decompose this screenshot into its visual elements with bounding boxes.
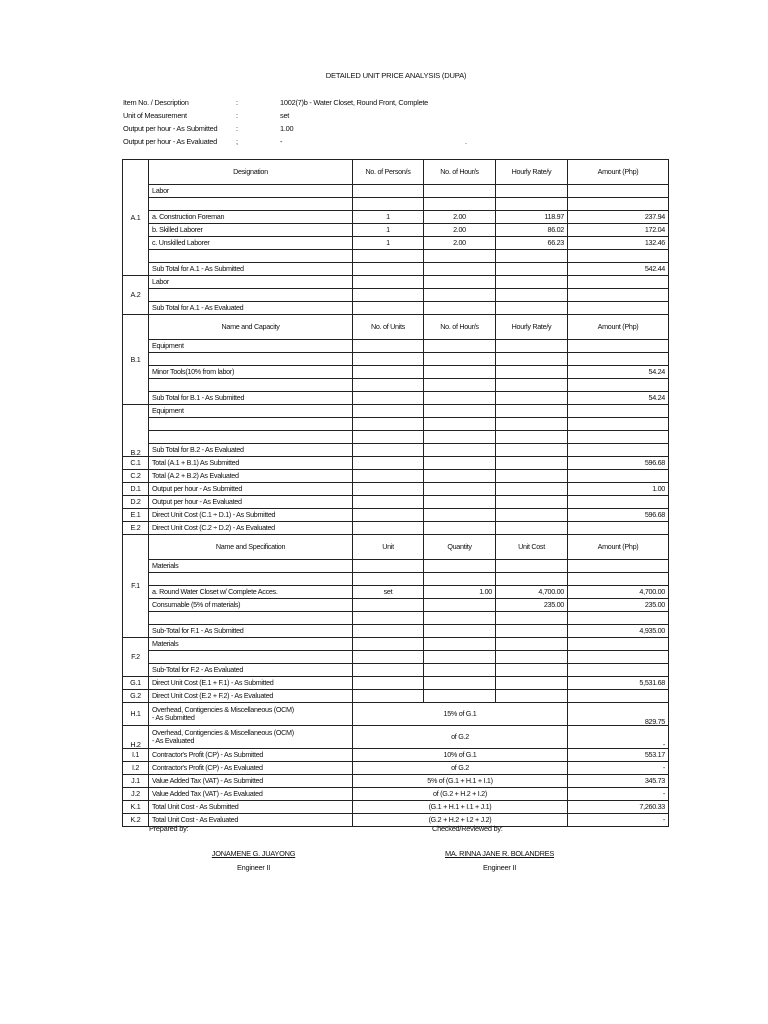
material-cost: 4,700.00 [496,586,568,599]
table-row [123,392,669,405]
checked-by-label: Checked/Reviewed by: [432,824,503,833]
code-k2: K.2 [123,814,149,827]
c2-label: Total (A.2 + B.2) As Evaluated [149,470,353,483]
col-header-rate: Hourly Rate/y [496,315,568,340]
code-b1: B.1 [123,315,149,405]
k1-amount: 7,260.33 [568,801,669,814]
table-row [123,457,669,470]
j1-label: Value Added Tax (VAT) - As Submitted [149,775,353,788]
table-row [123,651,669,664]
table-row [123,276,669,289]
col-header-name-spec: Name and Specification [149,535,353,560]
table-row [123,599,669,612]
col-header-amount: Amount (Php) [568,315,669,340]
labor-name: c. Unskilled Laborer [149,237,353,250]
col-header-unit-cost: Unit Cost [496,535,568,560]
table-row [123,302,669,315]
meta-unit-sep: : [236,111,238,120]
subtotal-f2-label: Sub-Total for F.2 - As Evaluated [149,664,353,677]
subtotal-f1-amount: 4,935.00 [568,625,669,638]
code-g1: G.1 [123,677,149,690]
table-row [123,801,669,814]
subtotal-a1-amount: 542.44 [568,263,669,276]
table-row [123,496,669,509]
section-label-materials: Materials [149,560,353,573]
table-row [123,586,669,599]
code-i1: I.1 [123,749,149,762]
subtotal-a1-label: Sub Total for A.1 - As Submitted [149,263,353,276]
subtotal-b2-label: Sub Total for B.2 - As Evaluated [149,444,353,457]
meta-item-sep: : [236,98,238,107]
h1-formula: 15% of G.1 [353,703,568,726]
table-row [123,405,669,418]
g1-amount: 5,531.68 [568,677,669,690]
table-row [123,340,669,353]
material-qty [424,599,496,612]
j1-formula: 5% of (G.1 + H.1 + I.1) [353,775,568,788]
c1-label: Total (A.1 + B.1) As Submitted [149,457,353,470]
meta-unit-label: Unit of Measurement [123,111,187,120]
code-e2: E.2 [123,522,149,535]
col-header-rate: Hourly Rate/y [496,160,568,185]
h2-label [149,726,353,749]
col-header-quantity: Quantity [424,535,496,560]
labor-amount: 132.46 [568,237,669,250]
table-row [123,198,669,211]
table-row [123,289,669,302]
h1-label-line1: Overhead, Contigencies & Miscellaneous (OCM) [152,704,294,714]
g1-label: Direct Unit Cost (E.1 + F.1) - As Submitted [149,677,353,690]
g2-label: Direct Unit Cost (E.2 + F.2) - As Evaluated [149,690,353,703]
h2-label-line1: Overhead, Contigencies & Miscellaneous (OCM) [152,727,294,737]
section-label-labor-a2: Labor [149,276,353,289]
section-label-materials-f2: Materials [149,638,353,651]
i2-formula: of G.2 [353,762,568,775]
k1-label: Total Unit Cost - As Submitted [149,801,353,814]
table-row [123,703,669,726]
table-row [123,677,669,690]
meta-item-value: 1002(7)b - Water Closet, Round Front, Complete [280,98,429,107]
h1-label-line2: - As Submitted [152,713,195,722]
table-row [123,379,669,392]
i1-amount: 553.17 [568,749,669,762]
h1-amount: 829.75 [568,703,669,726]
checked-by-name: MA. RINNA JANE R. BOLANDRES [444,849,555,858]
h2-amount: - [568,726,669,749]
table-row [123,612,669,625]
code-h2: H.2 [123,726,149,749]
table-row [123,638,669,651]
j2-formula: of (G.2 + H.2 + I.2) [353,788,568,801]
table-row [123,366,669,379]
table-row [123,470,669,483]
table-row [123,788,669,801]
labor-persons: 1 [353,237,424,250]
col-header-name-capacity: Name and Capacity [149,315,353,340]
k2-label: Total Unit Cost - As Evaluated [149,814,353,827]
table-row [123,509,669,522]
code-f1: F.1 [123,535,149,638]
section-label-equipment: Equipment [149,340,353,353]
d1-amount: 1.00 [568,483,669,496]
code-g2: G.2 [123,690,149,703]
labor-header-row [123,160,669,185]
j1-amount: 345.73 [568,775,669,788]
section-label-equipment-b2: Equipment [149,405,353,418]
labor-amount: 172.04 [568,224,669,237]
col-header-hours: No. of Hour/s [424,160,496,185]
document-title: DETAILED UNIT PRICE ANALYSIS (DUPA) [325,71,467,80]
code-j1: J.1 [123,775,149,788]
prepared-by-name: JONAMENE G. JUAYONG [211,849,296,858]
code-e1: E.1 [123,509,149,522]
section-label-labor: Labor [149,185,353,198]
col-header-persons: No. of Person/s [353,160,424,185]
d2-label: Output per hour - As Evaluated [149,496,353,509]
material-amount: 4,700.00 [568,586,669,599]
j2-amount: - [568,788,669,801]
subtotal-a2-label: Sub Total for A.1 - As Evaluated [149,302,353,315]
table-row [123,483,669,496]
labor-hours: 2.00 [424,237,496,250]
labor-rate: 86.02 [496,224,568,237]
meta-output-submitted-sep: : [236,124,238,133]
k2-formula: (G.2 + H.2 + I.2 + J.2) [353,814,568,827]
col-header-amount: Amount (Php) [568,160,669,185]
col-header-designation: Designation [149,160,353,185]
i1-label: Contractor's Profit (CP) - As Submitted [149,749,353,762]
table-row [123,185,669,198]
table-row [123,625,669,638]
material-unit [353,599,424,612]
labor-hours: 2.00 [424,224,496,237]
k2-amount: - [568,814,669,827]
table-row [123,726,669,749]
code-c2: C.2 [123,470,149,483]
subtotal-b1-label: Sub Total for B.1 - As Submitted [149,392,353,405]
equipment-header-row [123,315,669,340]
material-qty: 1.00 [424,586,496,599]
material-name: Consumable (5% of materials) [149,599,353,612]
table-row [123,690,669,703]
code-j2: J.2 [123,788,149,801]
i2-label: Contractor's Profit (CP) - As Evaluated [149,762,353,775]
i1-formula: 10% of G.1 [353,749,568,762]
minor-tools-amount: 54.24 [568,366,669,379]
meta-output-evaluated-value: - [280,137,283,146]
labor-name: b. Skilled Laborer [149,224,353,237]
table-row [123,573,669,586]
meta-output-submitted-label: Output per hour - As Submitted [123,124,218,133]
i2-amount: - [568,762,669,775]
col-header-hours: No. of Hour/s [424,315,496,340]
meta-output-evaluated-extra: . [465,137,467,146]
col-header-units: No. of Units [353,315,424,340]
h2-formula: of G.2 [353,726,568,749]
table-row [123,775,669,788]
d1-label: Output per hour - As Submitted [149,483,353,496]
table-row [123,224,669,237]
subtotal-f1-label: Sub-Total for F.1 - As Submitted [149,625,353,638]
material-name: a. Round Water Closet w/ Complete Acces. [149,586,353,599]
labor-hours: 2.00 [424,211,496,224]
labor-rate: 118.97 [496,211,568,224]
table-row [123,431,669,444]
meta-item-label: Item No. / Description [123,98,189,107]
code-h1: H.1 [123,703,149,726]
table-row [123,353,669,366]
labor-name: a. Construction Foreman [149,211,353,224]
table-row [123,418,669,431]
labor-amount: 237.94 [568,211,669,224]
e1-amount: 596.68 [568,509,669,522]
k1-formula: (G.1 + H.1 + I.1 + J.1) [353,801,568,814]
table-row [123,263,669,276]
table-row [123,444,669,457]
table-row [123,237,669,250]
e2-label: Direct Unit Cost (C.2 ÷ D.2) - As Evaluated [149,522,353,535]
table-row [123,749,669,762]
code-d2: D.2 [123,496,149,509]
code-b2: B.2 [123,405,149,457]
h2-label-line2: - As Evaluated [152,736,195,745]
minor-tools-label: Minor Tools(10% from labor) [149,366,353,379]
table-row [123,664,669,677]
material-cost: 235.00 [496,599,568,612]
table-row [123,560,669,573]
labor-persons: 1 [353,224,424,237]
col-header-unit: Unit [353,535,424,560]
table-row [123,522,669,535]
table-row [123,211,669,224]
h1-label [149,703,353,726]
c1-amount: 596.68 [568,457,669,470]
j2-label: Value Added Tax (VAT) - As Evaluated [149,788,353,801]
code-d1: D.1 [123,483,149,496]
materials-header-row [123,535,669,560]
code-k1: K.1 [123,801,149,814]
e1-label: Direct Unit Cost (C.1 ÷ D.1) - As Submitted [149,509,353,522]
meta-output-evaluated-label: Output per hour - As Evaluated [123,137,217,146]
meta-output-evaluated-sep: ; [236,137,238,146]
code-a2: A.2 [123,276,149,315]
table-row [123,762,669,775]
meta-unit-value: set [280,111,290,120]
meta-output-submitted-value: 1.00 [280,124,294,133]
material-unit: set [353,586,424,599]
material-amount: 235.00 [568,599,669,612]
col-header-amount: Amount (Php) [568,535,669,560]
dupa-table [122,159,669,827]
prepared-by-title: Engineer II [237,863,270,872]
code-i2: I.2 [123,762,149,775]
prepared-by-label: Prepared by: [149,824,189,833]
checked-by-title: Engineer II [483,863,516,872]
code-a1: A.1 [123,160,149,276]
table-row [123,814,669,827]
subtotal-b1-amount: 54.24 [568,392,669,405]
labor-persons: 1 [353,211,424,224]
labor-rate: 66.23 [496,237,568,250]
table-row [123,250,669,263]
code-f2: F.2 [123,638,149,677]
code-c1: C.1 [123,457,149,470]
